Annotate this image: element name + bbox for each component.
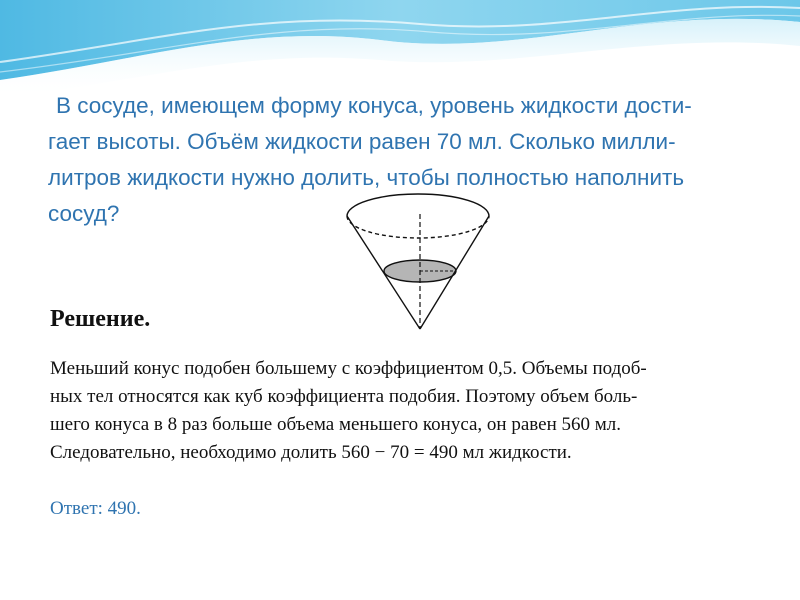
solution-line: Меньший конус подобен большему с коэффициентом 0,5. Объемы подоб-: [50, 358, 647, 379]
solution-line: ных тел относятся как куб коэффициента подобия. Поэтому объем боль-: [50, 386, 638, 407]
cone-top-base-front: [347, 216, 489, 238]
solution-line: Следовательно, необходимо долить 560 − 70 = 490 мл жидкости.: [50, 442, 572, 463]
problem-line: В сосуде, имеющем форму конуса, уровень жидкости дости-: [56, 93, 692, 118]
cone-top-base-back: [347, 194, 489, 216]
header-wave-decoration: [0, 0, 800, 100]
solution-line: шего конуса в 8 раз больше объема меньшего конуса, он равен 560 мл.: [50, 414, 622, 435]
problem-line: гает высоты. Объём жидкости равен 70 мл. Сколько милли-: [48, 129, 676, 154]
problem-line: сосуд?: [48, 201, 120, 226]
solution-heading: Решение.: [50, 306, 151, 332]
solution-text: [50, 355, 770, 467]
cone-figure: [345, 186, 491, 334]
answer-text: Ответ: 490.: [50, 498, 141, 519]
problem-line: литров жидкости нужно долить, чтобы полностью наполнить: [48, 165, 685, 190]
